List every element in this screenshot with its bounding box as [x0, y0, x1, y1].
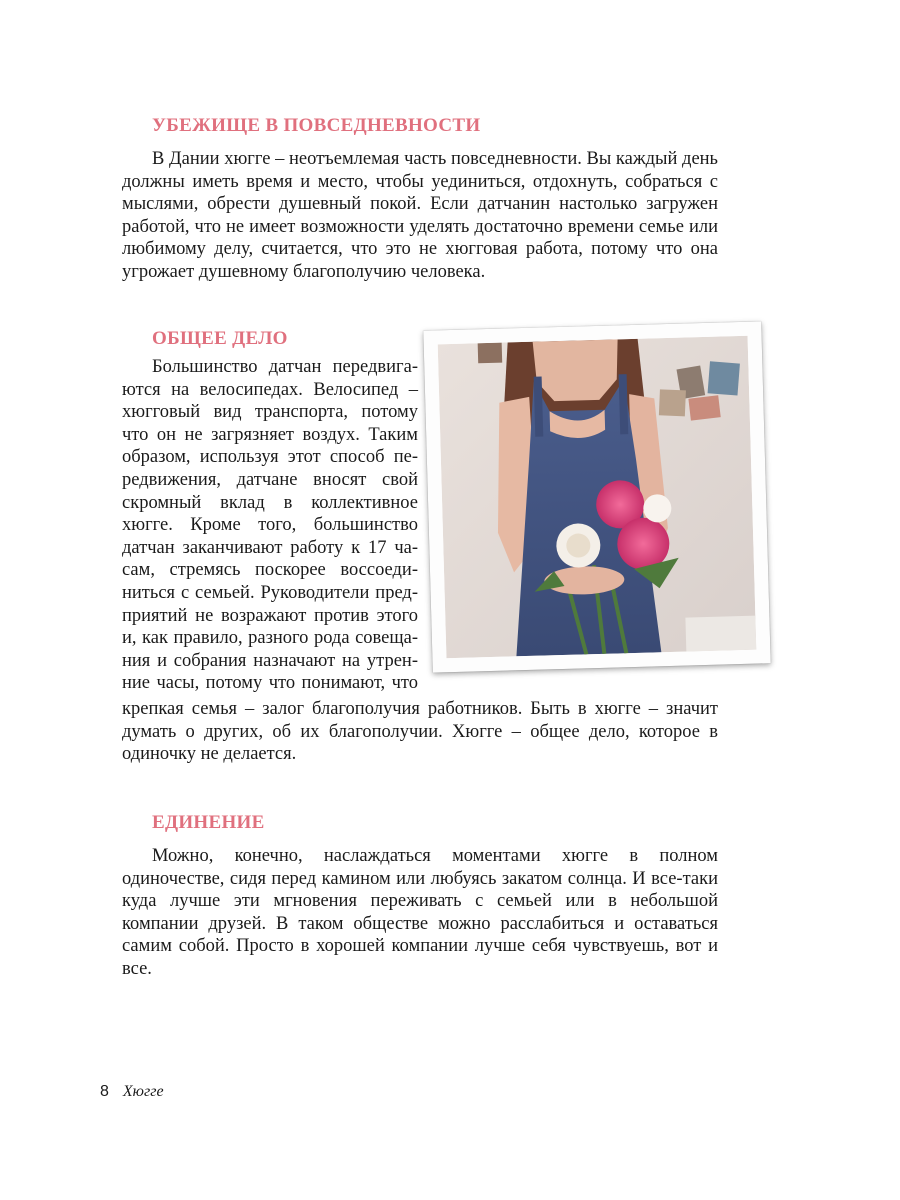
common-cause-line: Большинство датчан передвига- [152, 357, 418, 377]
page-number: 8 [100, 1083, 109, 1100]
page-footer [100, 1083, 164, 1101]
paragraph-text: В Дании хюгге – неотъемлемая часть повседневности. Вы каждый день должны иметь время и место, чтобы уединиться, отдохнуть, собраться с мыслями, обрести душевный покой. Если датчанин настолько загружен работой, что не имеет возможности уделять достаточно времени семье или любимому делу, считается, что это не хюгговая работа, потому что она угрожает душевному благополучию человека. [122, 149, 718, 282]
common-cause-line: что он не загрязняет воздух. Таким [122, 424, 418, 445]
common-cause-line: датчан заканчивают работу к 17 ча- [122, 537, 418, 558]
section-paragraph-common-cause-tail: крепкая семья – залог благополучия работников. Быть в хюгге – значит думать о других, об их благополучии. Хюгге – общее дело, которое в одиночку не делается. [122, 699, 718, 765]
photo-woman-with-peonies [423, 321, 770, 672]
common-cause-line: редвижения, датчане вносят свой [122, 470, 418, 490]
common-cause-line: ния и собрания назначают на утрен- [122, 650, 418, 671]
common-cause-line: ние часы, потому что понимают, что [122, 673, 418, 694]
section-heading-common-cause: ОБЩЕЕ ДЕЛО [152, 328, 288, 349]
common-cause-line: ются на велосипедах. Велосипед – [122, 379, 418, 400]
common-cause-line: скромный вклад в коллективное [122, 492, 418, 513]
section-heading-refuge: УБЕЖИЩЕ В ПОВСЕДНЕВНОСТИ [152, 115, 481, 136]
common-cause-line: сам, стремясь поскорее воссоеди- [122, 560, 418, 581]
common-cause-line: образом, используя этот способ пе- [122, 447, 418, 468]
common-cause-line: приятий не возражают против этого [122, 605, 418, 626]
photo-image [438, 336, 757, 659]
section-heading-unity: ЕДИНЕНИЕ [152, 812, 265, 833]
section-paragraph-refuge [122, 148, 718, 284]
section-paragraph-unity: Можно, конечно, наслаждаться моментами хюгге в полном одиночестве, сидя перед камином или любуясь закатом солнца. И все-таки куда лучше эти мгновения переживать с семьей или в небольшой компании друзей. В таком обществе можно расслабиться и оставаться самим собой. Просто в хорошей компании лучше себя чувствуешь, вот и все. [122, 846, 718, 979]
common-cause-line: ниться с семьей. Руководители пред- [122, 583, 418, 603]
common-cause-line: хюгге. Кроме того, большинство [122, 515, 418, 536]
common-cause-line: и, как правило, разного рода совеща- [122, 628, 418, 649]
running-title: Хюгге [122, 1083, 164, 1100]
common-cause-line: хюгговый вид транспорта, потому [122, 402, 418, 423]
